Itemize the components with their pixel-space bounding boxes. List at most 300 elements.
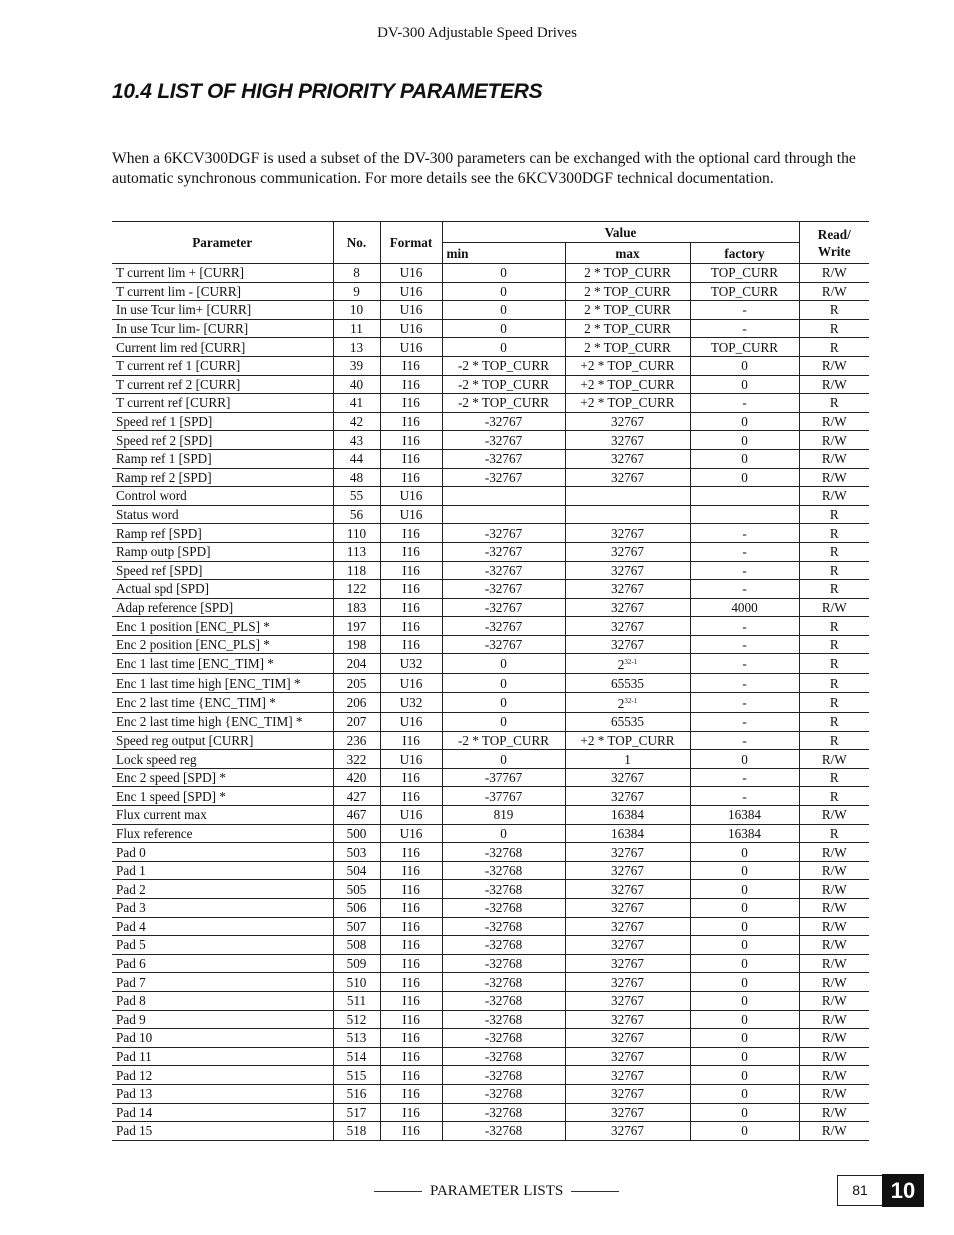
table-row	[112, 824, 869, 843]
cell-max: 32767	[565, 1066, 690, 1085]
cell-no: 518	[333, 1122, 380, 1141]
table-row	[112, 468, 869, 487]
cell-factory: 0	[690, 1047, 799, 1066]
cell-no: 513	[333, 1029, 380, 1048]
cell-no: 207	[333, 713, 380, 732]
table-row	[112, 973, 869, 992]
cell-no: 41	[333, 394, 380, 413]
header-rw-line2: Write	[817, 243, 851, 259]
cell-read-write: R	[799, 824, 869, 843]
cell-format: U16	[380, 487, 442, 506]
cell-max: 32767	[565, 1084, 690, 1103]
cell-factory: 0	[690, 1103, 799, 1122]
cell-min	[442, 505, 565, 524]
cell-parameter: Speed reg output [CURR]	[112, 731, 333, 750]
chapter-tab: 10	[882, 1174, 924, 1207]
table-row	[112, 654, 869, 674]
cell-min: 0	[442, 693, 565, 713]
cell-max: 1	[565, 750, 690, 769]
cell-read-write: R/W	[799, 1084, 869, 1103]
cell-max: 32767	[565, 880, 690, 899]
cell-read-write: R/W	[799, 936, 869, 955]
cell-min: -32768	[442, 991, 565, 1010]
cell-factory: 0	[690, 917, 799, 936]
cell-parameter: T current lim + [CURR]	[112, 264, 333, 283]
cell-no: 42	[333, 412, 380, 431]
cell-format: I16	[380, 561, 442, 580]
table-row	[112, 282, 869, 301]
cell-read-write: R/W	[799, 264, 869, 283]
cell-min: 0	[442, 674, 565, 693]
cell-factory: -	[690, 787, 799, 806]
cell-min: 819	[442, 806, 565, 825]
cell-factory: -	[690, 580, 799, 599]
cell-format: U16	[380, 713, 442, 732]
cell-no: 55	[333, 487, 380, 506]
cell-min: 0	[442, 338, 565, 357]
cell-min: -32768	[442, 861, 565, 880]
table-row	[112, 693, 869, 713]
table-row	[112, 319, 869, 338]
cell-read-write: R/W	[799, 282, 869, 301]
cell-no: 508	[333, 936, 380, 955]
cell-max: 32767	[565, 561, 690, 580]
cell-parameter: Pad 4	[112, 917, 333, 936]
cell-parameter: T current ref [CURR]	[112, 394, 333, 413]
table-row	[112, 731, 869, 750]
footer-section-label	[366, 1183, 627, 1200]
cell-min: -32767	[442, 412, 565, 431]
cell-format: I16	[380, 580, 442, 599]
cell-factory: -	[690, 561, 799, 580]
cell-factory: 0	[690, 861, 799, 880]
header-parameter: Parameter	[112, 222, 333, 264]
cell-factory: -	[690, 617, 799, 636]
header-rw-line1: Read/	[817, 226, 851, 242]
cell-read-write: R	[799, 693, 869, 713]
cell-format: I16	[380, 768, 442, 787]
cell-no: 500	[333, 824, 380, 843]
cell-read-write: R/W	[799, 431, 869, 450]
cell-read-write: R/W	[799, 917, 869, 936]
cell-max	[565, 505, 690, 524]
cell-format: I16	[380, 375, 442, 394]
cell-no: 197	[333, 617, 380, 636]
cell-factory: 0	[690, 375, 799, 394]
cell-factory: 0	[690, 1029, 799, 1048]
table-row	[112, 917, 869, 936]
cell-parameter: Pad 5	[112, 936, 333, 955]
cell-parameter: Enc 2 speed [SPD] *	[112, 768, 333, 787]
cell-format: U16	[380, 806, 442, 825]
cell-read-write: R	[799, 787, 869, 806]
cell-no: 322	[333, 750, 380, 769]
header-factory: factory	[690, 243, 799, 264]
table-row	[112, 787, 869, 806]
cell-format: U32	[380, 693, 442, 713]
cell-max: 32767	[565, 431, 690, 450]
cell-parameter: Pad 2	[112, 880, 333, 899]
cell-read-write: R/W	[799, 468, 869, 487]
cell-parameter: In use Tcur lim+ [CURR]	[112, 301, 333, 320]
cell-factory: 0	[690, 1084, 799, 1103]
cell-min: -32768	[442, 880, 565, 899]
table-row	[112, 598, 869, 617]
cell-parameter: Pad 9	[112, 1010, 333, 1029]
cell-format: I16	[380, 991, 442, 1010]
cell-no: 9	[333, 282, 380, 301]
cell-factory: TOP_CURR	[690, 338, 799, 357]
cell-max: 32767	[565, 617, 690, 636]
cell-min: -37767	[442, 787, 565, 806]
footer-rule-left	[374, 1191, 422, 1192]
table-row	[112, 899, 869, 918]
cell-max: 2 * TOP_CURR	[565, 264, 690, 283]
cell-format: U16	[380, 319, 442, 338]
cell-factory: -	[690, 394, 799, 413]
cell-min	[442, 487, 565, 506]
cell-factory: 0	[690, 991, 799, 1010]
cell-format: I16	[380, 431, 442, 450]
cell-no: 10	[333, 301, 380, 320]
cell-parameter: Adap reference [SPD]	[112, 598, 333, 617]
table-row	[112, 843, 869, 862]
cell-parameter: Flux reference	[112, 824, 333, 843]
table-row	[112, 750, 869, 769]
cell-factory: -	[690, 768, 799, 787]
table-row	[112, 936, 869, 955]
table-row	[112, 713, 869, 732]
cell-no: 506	[333, 899, 380, 918]
cell-parameter: Speed ref 2 [SPD]	[112, 431, 333, 450]
cell-format: I16	[380, 1066, 442, 1085]
footer-rule-right	[571, 1191, 619, 1192]
cell-format: I16	[380, 635, 442, 654]
cell-max: 32767	[565, 580, 690, 599]
cell-parameter: Pad 6	[112, 954, 333, 973]
table-row	[112, 768, 869, 787]
cell-factory: -	[690, 542, 799, 561]
cell-max: 32767	[565, 991, 690, 1010]
cell-max: 32767	[565, 768, 690, 787]
cell-parameter: Enc 1 last time [ENC_TIM] *	[112, 654, 333, 674]
cell-min: -32768	[442, 973, 565, 992]
cell-factory: 16384	[690, 824, 799, 843]
table-row	[112, 542, 869, 561]
cell-no: 505	[333, 880, 380, 899]
cell-read-write: R	[799, 338, 869, 357]
cell-parameter: Pad 14	[112, 1103, 333, 1122]
cell-factory: 0	[690, 843, 799, 862]
cell-factory: 0	[690, 1010, 799, 1029]
cell-factory: -	[690, 524, 799, 543]
cell-no: 236	[333, 731, 380, 750]
cell-format: I16	[380, 449, 442, 468]
cell-max: +2 * TOP_CURR	[565, 394, 690, 413]
cell-read-write: R/W	[799, 954, 869, 973]
cell-min: -2 * TOP_CURR	[442, 394, 565, 413]
cell-max: 16384	[565, 824, 690, 843]
cell-max: 32767	[565, 1122, 690, 1141]
table-row	[112, 356, 869, 375]
cell-format: I16	[380, 899, 442, 918]
table-row	[112, 635, 869, 654]
cell-min: -32768	[442, 936, 565, 955]
cell-max: 32767	[565, 1029, 690, 1048]
cell-min: 0	[442, 264, 565, 283]
table-row	[112, 1029, 869, 1048]
cell-format: I16	[380, 861, 442, 880]
cell-min: -32767	[442, 542, 565, 561]
cell-parameter: Enc 1 speed [SPD] *	[112, 787, 333, 806]
table-body	[112, 264, 869, 1141]
cell-factory: 0	[690, 880, 799, 899]
cell-read-write: R	[799, 654, 869, 674]
header-format: Format	[380, 222, 442, 264]
cell-no: 11	[333, 319, 380, 338]
cell-min: 0	[442, 282, 565, 301]
cell-factory: 0	[690, 899, 799, 918]
table-row	[112, 1047, 869, 1066]
table-row	[112, 338, 869, 357]
cell-no: 514	[333, 1047, 380, 1066]
table-row	[112, 1122, 869, 1141]
cell-parameter: Actual spd [SPD]	[112, 580, 333, 599]
cell-factory: -	[690, 693, 799, 713]
cell-parameter: T current ref 1 [CURR]	[112, 356, 333, 375]
cell-max: 32767	[565, 899, 690, 918]
cell-no: 507	[333, 917, 380, 936]
header-read-write	[799, 222, 869, 264]
parameters-table	[112, 221, 869, 1141]
cell-parameter: Status word	[112, 505, 333, 524]
cell-format: I16	[380, 356, 442, 375]
cell-format: I16	[380, 394, 442, 413]
cell-min: -32768	[442, 1084, 565, 1103]
cell-max	[565, 487, 690, 506]
cell-parameter: Pad 8	[112, 991, 333, 1010]
cell-read-write: R	[799, 301, 869, 320]
cell-format: I16	[380, 843, 442, 862]
cell-min: 0	[442, 824, 565, 843]
cell-format: U16	[380, 264, 442, 283]
cell-max: 32767	[565, 973, 690, 992]
cell-max: 2 * TOP_CURR	[565, 282, 690, 301]
cell-format: U16	[380, 338, 442, 357]
running-header: DV-300 Adjustable Speed Drives	[377, 25, 577, 41]
cell-parameter: Enc 1 position [ENC_PLS] *	[112, 617, 333, 636]
table-row	[112, 375, 869, 394]
cell-max: 32767	[565, 1010, 690, 1029]
cell-no: 43	[333, 431, 380, 450]
cell-no: 56	[333, 505, 380, 524]
cell-parameter: Ramp ref [SPD]	[112, 524, 333, 543]
cell-format: I16	[380, 1047, 442, 1066]
cell-factory: 0	[690, 356, 799, 375]
table-row	[112, 880, 869, 899]
cell-no: 206	[333, 693, 380, 713]
cell-format: I16	[380, 598, 442, 617]
cell-parameter: T current lim - [CURR]	[112, 282, 333, 301]
cell-format: I16	[380, 1029, 442, 1048]
cell-min: -32768	[442, 954, 565, 973]
cell-read-write: R/W	[799, 487, 869, 506]
cell-format: U16	[380, 301, 442, 320]
cell-max: 2$^{32-1}$	[565, 654, 690, 674]
cell-read-write: R	[799, 505, 869, 524]
cell-no: 516	[333, 1084, 380, 1103]
cell-no: 510	[333, 973, 380, 992]
cell-format: I16	[380, 617, 442, 636]
cell-min: -32768	[442, 899, 565, 918]
cell-parameter: Pad 7	[112, 973, 333, 992]
cell-read-write: R	[799, 542, 869, 561]
table-row	[112, 954, 869, 973]
cell-read-write: R	[799, 561, 869, 580]
cell-max: +2 * TOP_CURR	[565, 375, 690, 394]
cell-format: I16	[380, 731, 442, 750]
cell-parameter: T current ref 2 [CURR]	[112, 375, 333, 394]
cell-max: 2$^{32-1}$	[565, 693, 690, 713]
cell-min: -2 * TOP_CURR	[442, 356, 565, 375]
cell-format: I16	[380, 954, 442, 973]
cell-max: 32767	[565, 468, 690, 487]
cell-read-write: R	[799, 713, 869, 732]
cell-max: 16384	[565, 806, 690, 825]
cell-min: -37767	[442, 768, 565, 787]
cell-no: 467	[333, 806, 380, 825]
cell-max: 32767	[565, 449, 690, 468]
table-row	[112, 1084, 869, 1103]
page-number: 81	[837, 1175, 883, 1206]
cell-factory	[690, 505, 799, 524]
cell-parameter: Pad 15	[112, 1122, 333, 1141]
cell-no: 205	[333, 674, 380, 693]
cell-read-write: R	[799, 319, 869, 338]
cell-no: 204	[333, 654, 380, 674]
cell-factory: 4000	[690, 598, 799, 617]
cell-min: -32767	[442, 617, 565, 636]
cell-parameter: Enc 2 position [ENC_PLS] *	[112, 635, 333, 654]
cell-factory: 0	[690, 1066, 799, 1085]
cell-format: I16	[380, 412, 442, 431]
cell-read-write: R/W	[799, 899, 869, 918]
cell-parameter: Pad 12	[112, 1066, 333, 1085]
cell-no: 517	[333, 1103, 380, 1122]
table-row	[112, 394, 869, 413]
table-row	[112, 561, 869, 580]
table-row	[112, 505, 869, 524]
cell-factory: -	[690, 319, 799, 338]
cell-no: 504	[333, 861, 380, 880]
cell-format: I16	[380, 973, 442, 992]
table-row	[112, 487, 869, 506]
cell-read-write: R/W	[799, 598, 869, 617]
table-row	[112, 861, 869, 880]
cell-no: 509	[333, 954, 380, 973]
cell-no: 512	[333, 1010, 380, 1029]
cell-max: 32767	[565, 843, 690, 862]
cell-max: 65535	[565, 713, 690, 732]
cell-max: 32767	[565, 542, 690, 561]
cell-format: I16	[380, 468, 442, 487]
cell-min: -32768	[442, 1047, 565, 1066]
cell-min: -32767	[442, 598, 565, 617]
table-row	[112, 412, 869, 431]
cell-format: U16	[380, 824, 442, 843]
cell-format: U16	[380, 750, 442, 769]
cell-min: -2 * TOP_CURR	[442, 375, 565, 394]
cell-no: 113	[333, 542, 380, 561]
cell-min: 0	[442, 713, 565, 732]
cell-parameter: Pad 10	[112, 1029, 333, 1048]
table-row	[112, 1010, 869, 1029]
cell-factory: 16384	[690, 806, 799, 825]
header-min: min	[442, 243, 565, 264]
table-row	[112, 1103, 869, 1122]
cell-read-write: R/W	[799, 750, 869, 769]
cell-format: I16	[380, 542, 442, 561]
cell-read-write: R	[799, 635, 869, 654]
cell-parameter: Enc 1 last time high [ENC_TIM] *	[112, 674, 333, 693]
table-row	[112, 1066, 869, 1085]
cell-no: 198	[333, 635, 380, 654]
cell-parameter: Enc 2 last time high {ENC_TIM] *	[112, 713, 333, 732]
cell-max: 65535	[565, 674, 690, 693]
table-row	[112, 580, 869, 599]
cell-read-write: R/W	[799, 973, 869, 992]
cell-no: 515	[333, 1066, 380, 1085]
cell-factory: 0	[690, 936, 799, 955]
cell-read-write: R	[799, 768, 869, 787]
cell-format: U16	[380, 505, 442, 524]
cell-parameter: Pad 11	[112, 1047, 333, 1066]
cell-max: 32767	[565, 861, 690, 880]
cell-no: 40	[333, 375, 380, 394]
cell-format: I16	[380, 1084, 442, 1103]
cell-format: U16	[380, 674, 442, 693]
cell-format: I16	[380, 1010, 442, 1029]
footer-section-text: PARAMETER LISTS	[430, 1183, 564, 1199]
cell-read-write: R/W	[799, 1029, 869, 1048]
cell-min: -32768	[442, 843, 565, 862]
section-title: 10.4 LIST OF HIGH PRIORITY PARAMETERS	[112, 80, 543, 103]
cell-read-write: R/W	[799, 1047, 869, 1066]
cell-min: -32767	[442, 431, 565, 450]
cell-factory	[690, 487, 799, 506]
cell-min: -32768	[442, 917, 565, 936]
cell-max: 32767	[565, 954, 690, 973]
cell-no: 183	[333, 598, 380, 617]
cell-factory: 0	[690, 412, 799, 431]
cell-min: -32767	[442, 524, 565, 543]
cell-factory: 0	[690, 750, 799, 769]
cell-parameter: Speed ref 1 [SPD]	[112, 412, 333, 431]
cell-max: 32767	[565, 787, 690, 806]
cell-min: 0	[442, 654, 565, 674]
cell-no: 511	[333, 991, 380, 1010]
cell-read-write: R/W	[799, 1010, 869, 1029]
cell-factory: TOP_CURR	[690, 282, 799, 301]
header-no: No.	[333, 222, 380, 264]
cell-min: -32768	[442, 1066, 565, 1085]
cell-min: -32768	[442, 1029, 565, 1048]
cell-min: -32767	[442, 468, 565, 487]
cell-parameter: Flux current max	[112, 806, 333, 825]
cell-min: -32768	[442, 1103, 565, 1122]
cell-parameter: Ramp ref 1 [SPD]	[112, 449, 333, 468]
cell-min: 0	[442, 319, 565, 338]
